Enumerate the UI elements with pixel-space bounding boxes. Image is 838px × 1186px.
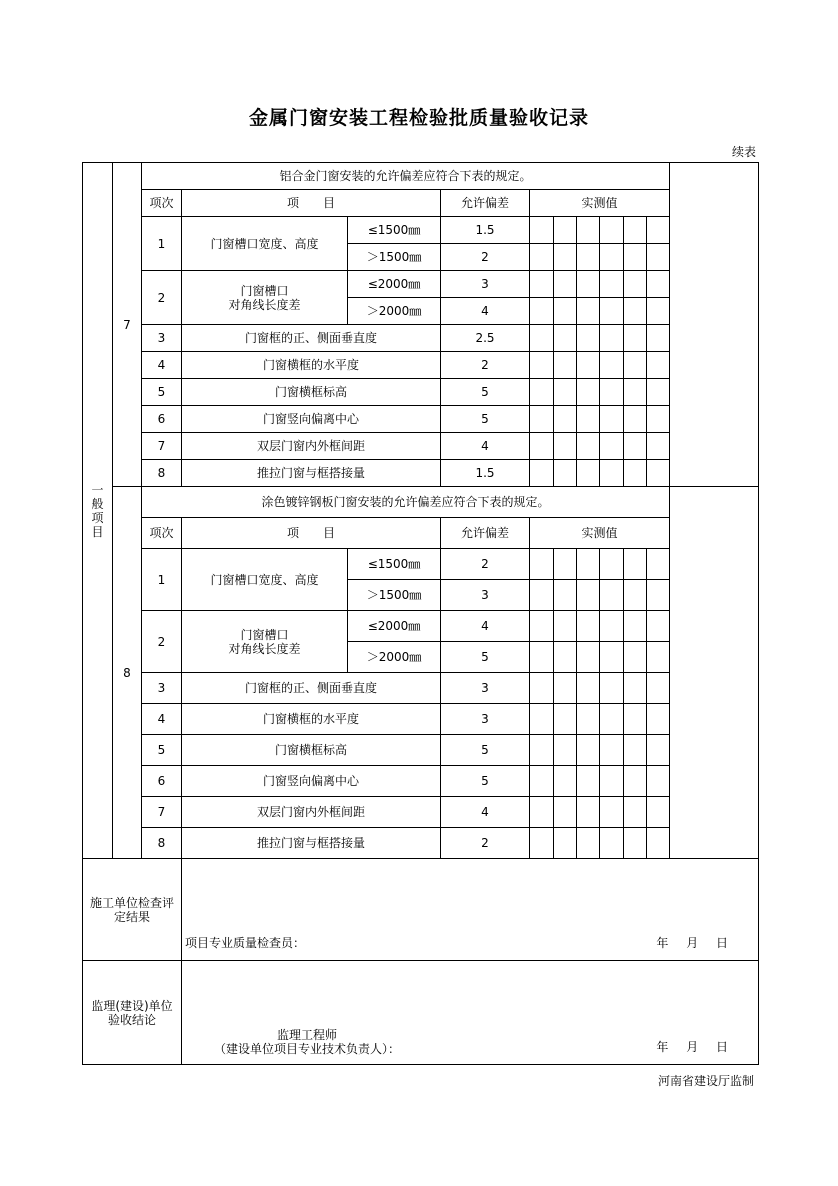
measured-value-cell (554, 298, 577, 325)
measured-value-cell (600, 325, 624, 352)
measured-value-cell (600, 642, 624, 673)
table-row (83, 325, 759, 352)
measured-value-cell (530, 433, 554, 460)
measured-value-cell (600, 580, 624, 611)
measured-value-cell (647, 352, 670, 379)
header-seq: 项次 (142, 190, 182, 217)
measured-value-cell (624, 217, 647, 244)
item-tolerance: 5 (441, 406, 530, 433)
footer-issuer: 河南省建设厅监制 (657, 1074, 754, 1088)
item-tolerance: 1.5 (441, 460, 530, 487)
item-condition: ≤1500㎜ (348, 217, 441, 244)
table-row (83, 735, 759, 766)
item-name: 门窗框的正、侧面垂直度 (182, 325, 441, 352)
measured-value-cell (647, 460, 670, 487)
measured-value-cell (577, 580, 600, 611)
item-seq: 3 (142, 673, 182, 704)
item-seq: 1 (142, 217, 182, 271)
page-title: 金属门窗安装工程检验批质量验收记录 (248, 107, 589, 129)
item-name: 门窗竖向偏离中心 (182, 766, 441, 797)
measured-value-cell (577, 828, 600, 859)
measured-value-cell (554, 673, 577, 704)
item-seq: 7 (142, 797, 182, 828)
measured-value-cell (624, 642, 647, 673)
measured-value-cell (577, 549, 600, 580)
measured-value-cell (530, 549, 554, 580)
construction-result-row (83, 859, 759, 961)
measured-value-cell (647, 611, 670, 642)
section-note: 涂色镀锌钢板门窗安装的允许偏差应符合下表的规定。 (142, 487, 670, 518)
measured-value-cell (530, 244, 554, 271)
measured-value-cell (647, 642, 670, 673)
measured-value-cell (624, 298, 647, 325)
measured-value-cell (530, 271, 554, 298)
measured-value-cell (530, 642, 554, 673)
measured-value-cell (624, 580, 647, 611)
measured-value-cell (624, 406, 647, 433)
measured-value-cell (600, 460, 624, 487)
measured-value-cell (530, 352, 554, 379)
measured-value-cell (577, 704, 600, 735)
measured-value-cell (647, 271, 670, 298)
measured-value-cell (647, 244, 670, 271)
measured-value-cell (577, 298, 600, 325)
item-tolerance: 3 (441, 271, 530, 298)
table-row (83, 549, 759, 580)
item-name: 门窗槽口宽度、高度 (182, 217, 348, 271)
table-row (83, 379, 759, 406)
measured-value-cell (577, 797, 600, 828)
measured-value-cell (554, 611, 577, 642)
item-seq: 5 (142, 735, 182, 766)
measured-value-cell (577, 460, 600, 487)
measured-value-cell (577, 271, 600, 298)
measured-value-cell (554, 244, 577, 271)
construction-result-label: 施工单位检查评 定结果 (83, 859, 182, 961)
measured-value-cell (530, 460, 554, 487)
section-number: 7 (113, 163, 142, 487)
measured-value-cell (600, 217, 624, 244)
measured-value-cell (624, 549, 647, 580)
section-remark-cell (670, 487, 759, 859)
measured-value-cell (600, 828, 624, 859)
measured-value-cell (577, 735, 600, 766)
item-seq: 6 (142, 766, 182, 797)
item-tolerance: 2.5 (441, 325, 530, 352)
item-seq: 4 (142, 352, 182, 379)
measured-value-cell (647, 406, 670, 433)
measured-value-cell (577, 433, 600, 460)
measured-value-cell (530, 325, 554, 352)
item-seq: 8 (142, 828, 182, 859)
measured-value-cell (554, 642, 577, 673)
item-tolerance: 5 (441, 735, 530, 766)
item-seq: 7 (142, 433, 182, 460)
construction-date: 年 月 日 (656, 936, 729, 950)
item-tolerance: 4 (441, 433, 530, 460)
table-row (83, 673, 759, 704)
quality-inspector-signature: 项目专业质量检查员： (185, 936, 306, 950)
measured-value-cell (647, 580, 670, 611)
item-condition: ≤2000㎜ (348, 271, 441, 298)
item-name: 门窗槽口 对角线长度差 (182, 611, 348, 673)
supervision-conclusion-label: 监理(建设)单位 验收结论 (83, 961, 182, 1065)
measured-value-cell (600, 797, 624, 828)
item-name: 门窗横框标高 (182, 379, 441, 406)
measured-value-cell (554, 325, 577, 352)
measured-value-cell (554, 271, 577, 298)
construction-result-content (182, 859, 759, 961)
item-seq: 6 (142, 406, 182, 433)
measured-value-cell (600, 735, 624, 766)
item-name: 双层门窗内外框间距 (182, 797, 441, 828)
measured-value-cell (647, 379, 670, 406)
item-seq: 2 (142, 271, 182, 325)
header-item: 项 目 (182, 190, 441, 217)
measured-value-cell (577, 379, 600, 406)
measured-value-cell (647, 797, 670, 828)
measured-value-cell (647, 704, 670, 735)
item-tolerance: 2 (441, 549, 530, 580)
measured-value-cell (530, 735, 554, 766)
table-row (83, 460, 759, 487)
item-tolerance: 3 (441, 704, 530, 735)
measured-value-cell (624, 828, 647, 859)
measured-value-cell (624, 433, 647, 460)
measured-value-cell (647, 828, 670, 859)
header-measured: 实测值 (530, 518, 670, 549)
inspection-table (82, 162, 759, 1065)
item-tolerance: 4 (441, 298, 530, 325)
measured-value-cell (624, 704, 647, 735)
supervision-date: 年 月 日 (656, 1040, 729, 1054)
section-note-row (83, 163, 759, 190)
section-note: 铝合金门窗安装的允许偏差应符合下表的规定。 (142, 163, 670, 190)
item-name: 双层门窗内外框间距 (182, 433, 441, 460)
measured-value-cell (624, 611, 647, 642)
item-name: 门窗横框标高 (182, 735, 441, 766)
measured-value-cell (600, 406, 624, 433)
measured-value-cell (554, 406, 577, 433)
measured-value-cell (624, 797, 647, 828)
supervising-engineer-label: 监理工程师 (277, 1028, 338, 1042)
table-row (83, 217, 759, 244)
section-header-row (83, 190, 759, 217)
measured-value-cell (647, 766, 670, 797)
item-tolerance: 2 (441, 244, 530, 271)
item-condition: ＞2000㎜ (348, 642, 441, 673)
measured-value-cell (554, 549, 577, 580)
item-name: 门窗横框的水平度 (182, 704, 441, 735)
measured-value-cell (577, 244, 600, 271)
item-seq: 1 (142, 549, 182, 611)
item-tolerance: 3 (441, 673, 530, 704)
measured-value-cell (554, 797, 577, 828)
measured-value-cell (624, 271, 647, 298)
table-row (83, 433, 759, 460)
item-tolerance: 4 (441, 611, 530, 642)
item-seq: 3 (142, 325, 182, 352)
continued-label: 续表 (731, 145, 756, 159)
supervision-conclusion-content (182, 961, 759, 1065)
measured-value-cell (530, 580, 554, 611)
measured-value-cell (577, 406, 600, 433)
measured-value-cell (577, 642, 600, 673)
measured-value-cell (530, 406, 554, 433)
measured-value-cell (577, 611, 600, 642)
measured-value-cell (530, 673, 554, 704)
measured-value-cell (624, 460, 647, 487)
supervision-conclusion-row (83, 961, 759, 1065)
header-tolerance: 允许偏差 (441, 190, 530, 217)
measured-value-cell (554, 580, 577, 611)
header-tolerance: 允许偏差 (441, 518, 530, 549)
measured-value-cell (577, 352, 600, 379)
measured-value-cell (600, 433, 624, 460)
measured-value-cell (600, 704, 624, 735)
measured-value-cell (624, 735, 647, 766)
measured-value-cell (647, 735, 670, 766)
measured-value-cell (554, 433, 577, 460)
item-tolerance: 5 (441, 379, 530, 406)
measured-value-cell (624, 766, 647, 797)
section-header-row (83, 518, 759, 549)
item-tolerance: 5 (441, 642, 530, 673)
measured-value-cell (554, 217, 577, 244)
header-seq: 项次 (142, 518, 182, 549)
owner-technical-lead-label: （建设单位项目专业技术负责人）： (214, 1042, 401, 1056)
measured-value-cell (530, 298, 554, 325)
item-tolerance: 1.5 (441, 217, 530, 244)
measured-value-cell (647, 217, 670, 244)
measured-value-cell (600, 549, 624, 580)
measured-value-cell (554, 735, 577, 766)
measured-value-cell (530, 379, 554, 406)
item-condition: ＞1500㎜ (348, 244, 441, 271)
item-condition: ＞1500㎜ (348, 580, 441, 611)
item-seq: 2 (142, 611, 182, 673)
table-row (83, 406, 759, 433)
section-number: 8 (113, 487, 142, 859)
measured-value-cell (600, 298, 624, 325)
measured-value-cell (647, 433, 670, 460)
measured-value-cell (577, 217, 600, 244)
measured-value-cell (647, 325, 670, 352)
measured-value-cell (577, 673, 600, 704)
item-name: 推拉门窗与框搭接量 (182, 828, 441, 859)
measured-value-cell (554, 704, 577, 735)
measured-value-cell (554, 766, 577, 797)
table-row (83, 797, 759, 828)
item-condition: ≤2000㎜ (348, 611, 441, 642)
item-seq: 8 (142, 460, 182, 487)
item-name: 门窗横框的水平度 (182, 352, 441, 379)
table-row (83, 271, 759, 298)
header-measured: 实测值 (530, 190, 670, 217)
measured-value-cell (577, 766, 600, 797)
item-tolerance: 5 (441, 766, 530, 797)
measured-value-cell (624, 244, 647, 271)
measured-value-cell (600, 766, 624, 797)
measured-value-cell (530, 766, 554, 797)
item-name: 门窗槽口宽度、高度 (182, 549, 348, 611)
measured-value-cell (600, 352, 624, 379)
table-row (83, 352, 759, 379)
measured-value-cell (554, 352, 577, 379)
measured-value-cell (554, 828, 577, 859)
measured-value-cell (530, 828, 554, 859)
measured-value-cell (624, 379, 647, 406)
measured-value-cell (530, 611, 554, 642)
item-tolerance: 3 (441, 580, 530, 611)
item-tolerance: 2 (441, 828, 530, 859)
measured-value-cell (530, 704, 554, 735)
item-seq: 5 (142, 379, 182, 406)
item-name: 门窗竖向偏离中心 (182, 406, 441, 433)
measured-value-cell (647, 298, 670, 325)
measured-value-cell (554, 379, 577, 406)
table-body (83, 163, 759, 1065)
item-seq: 4 (142, 704, 182, 735)
table-row (83, 828, 759, 859)
table-row (83, 611, 759, 642)
measured-value-cell (600, 244, 624, 271)
supervisor-signature-block (214, 1028, 400, 1056)
section-remark-cell (670, 163, 759, 487)
table-row (83, 704, 759, 735)
measured-value-cell (600, 673, 624, 704)
measured-value-cell (600, 379, 624, 406)
item-tolerance: 2 (441, 352, 530, 379)
measured-value-cell (530, 797, 554, 828)
item-tolerance: 4 (441, 797, 530, 828)
measured-value-cell (624, 325, 647, 352)
item-condition: ≤1500㎜ (348, 549, 441, 580)
item-name: 门窗框的正、侧面垂直度 (182, 673, 441, 704)
measured-value-cell (600, 271, 624, 298)
measured-value-cell (624, 673, 647, 704)
item-name: 门窗槽口 对角线长度差 (182, 271, 348, 325)
measured-value-cell (600, 611, 624, 642)
section-note-row (83, 487, 759, 518)
measured-value-cell (647, 673, 670, 704)
item-name: 推拉门窗与框搭接量 (182, 460, 441, 487)
item-condition: ＞2000㎜ (348, 298, 441, 325)
measured-value-cell (624, 352, 647, 379)
measured-value-cell (554, 460, 577, 487)
header-item: 项 目 (182, 518, 441, 549)
measured-value-cell (577, 325, 600, 352)
table-row (83, 766, 759, 797)
measured-value-cell (530, 217, 554, 244)
measured-value-cell (647, 549, 670, 580)
group-label-general-items: 一 般 项 目 (83, 163, 113, 859)
